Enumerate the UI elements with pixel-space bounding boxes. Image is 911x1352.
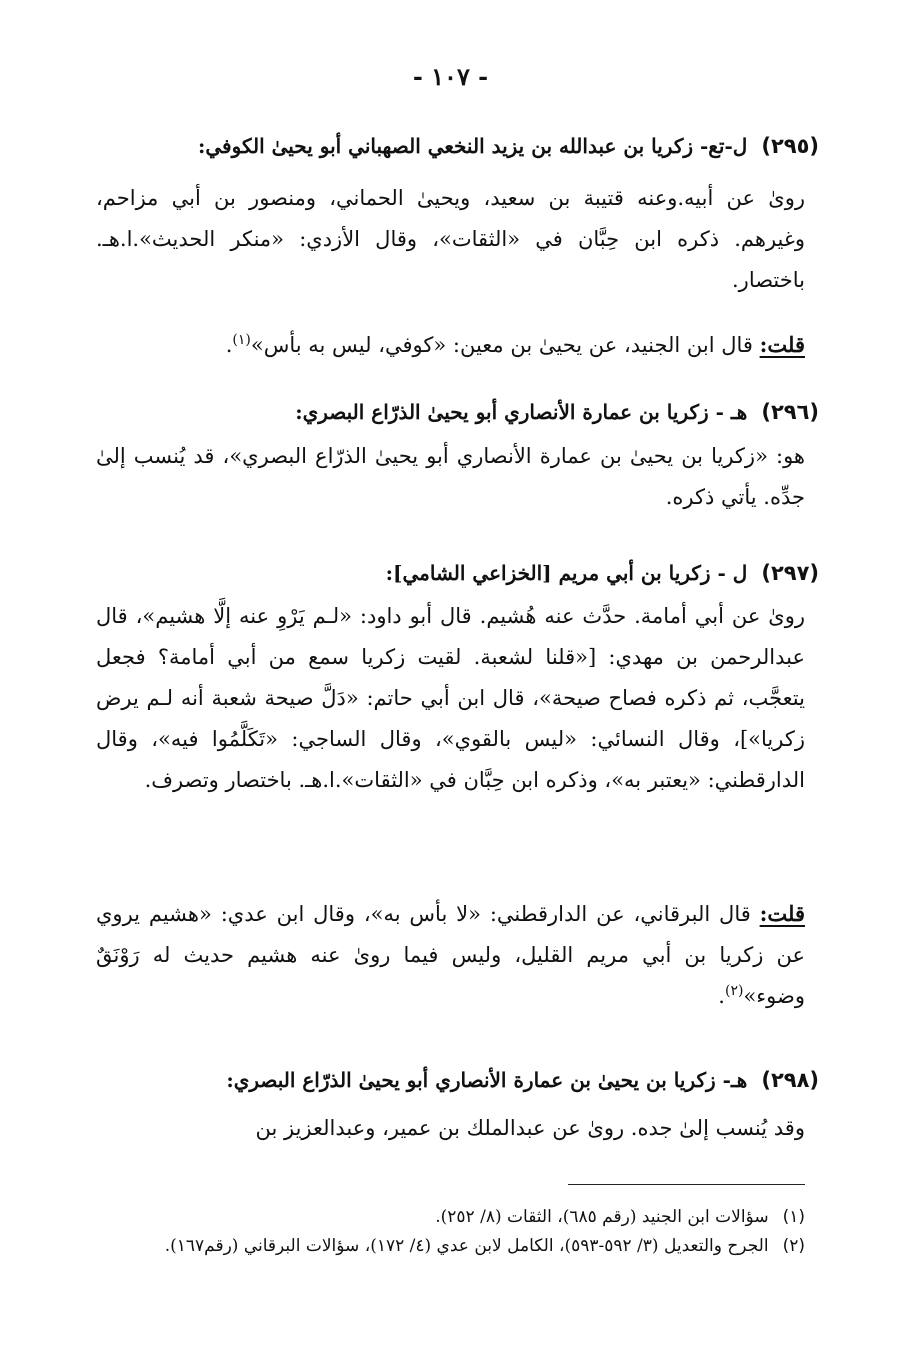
book-page [96,0,819,1352]
entry-title: هـ - زكريا بن عمارة الأنصاري أبو يحيىٰ الذرّاع البصري: [295,400,748,424]
qult-end: . [718,984,725,1008]
entry-title: هـ- زكريا بن يحيىٰ بن عمارة الأنصاري أبو يحيىٰ الذرّاع البصري: [226,1068,748,1092]
entry-heading-298 [96,1066,819,1094]
footnote-2 [96,1232,805,1261]
entry-heading-297 [96,559,819,587]
qult-note-295 [96,324,805,366]
entry-body-296: هو: «زكريا بن يحيىٰ بن عمارة الأنصاري أبو يحيىٰ الذرّاع البصري»، قد يُنسب إلىٰ جدِّه. يأتي ذكره. [96,444,805,509]
entry-title: ل-تع- زكريا بن عبدالله بن يزيد النخعي الصهباني أبو يحيىٰ الكوفي: [198,134,748,158]
entry-body-297: روىٰ عن أبي أمامة. حدَّث عنه هُشيم. قال أبو داود: «لـم يَرْوِ عنه إلَّا هشيم»، قال عبدالرحمن بن مهدي: [«قلنا لشعبة. لقيت زكريا سمع من أبي أمامة؟ فجعل يتعجَّب، ثم ذكره فصاح صيحة»، قال ابن أبي حاتم: «دَلَّ صيحة شعبة أنه لـم يرض زكريا»]، وقال النسائي: «ليس بالقوي»، وقال الساجي: «تَكَلَّمُوا فيه»، وقال الدارقطني: «يعتبر به»، وذكره ابن حِبَّان في «الثقات».ا.هـ. باختصار وتصرف. [96,604,805,792]
entry-number: (٢٩٦) [761,400,819,424]
footnote-ref[interactable]: (١) [232,332,251,348]
footnote-number: (١) [782,1207,805,1227]
qult-text: قال ابن الجنيد، عن يحيىٰ بن معين: «كوفي، ليس به بأس» [250,333,760,357]
entry-heading-295 [96,132,819,160]
footnote-number: (٢) [782,1236,805,1256]
qult-note-297 [96,893,805,1017]
qult-end: . [225,333,233,357]
footnote-text: سؤالات ابن الجنيد (رقم ٦٨٥)، الثقات (٨/ ٢٥٢). [435,1207,769,1227]
entry-body-298: وقد يُنسب إلىٰ جده. روىٰ عن عبدالملك بن عمير، وعبدالعزيز بن [255,1116,805,1140]
entry-heading-296 [96,398,819,426]
footnote-text: الجرح والتعديل (٣/ ٥٩٢-٥٩٣)، الكامل لابن عدي (٤/ ١٧٢)، سؤالات البرقاني (رقم١٦٧). [164,1236,769,1256]
entry-body-295: روىٰ عن أبيه.وعنه قتيبة بن سعيد، ويحيىٰ الحماني، ومنصور بن أبي مزاحم، وغيرهم. ذكره ابن حِبَّان في «الثقات»، وقال الأزدي: «منكر الحديث».ا.هـ. باختصار. [96,186,805,292]
footnote-1 [96,1203,805,1232]
footnote-ref[interactable]: (٢) [724,983,744,999]
entry-number: (٢٩٥) [761,134,819,158]
qult-text: قال البرقاني، عن الدارقطني: «لا بأس به»، وقال ابن عدي: «هشيم يروي عن زكريا بن أبي مريم القليل، وليس فيما روىٰ عنه هشيم حديث له رَوْنَقٌ وضوء» [96,902,805,1008]
qult-label: قلت: [759,901,805,926]
entry-title: ل - زكريا بن أبي مريم [الخزاعي الشامي]: [385,561,748,585]
footnote-separator [568,1184,805,1185]
entry-number: (٢٩٨) [761,1068,819,1092]
entry-number: (٢٩٧) [761,561,819,585]
footnotes [96,1203,805,1261]
qult-label: قلت: [759,332,805,357]
page-number: - ١٠٧ - [412,62,489,91]
